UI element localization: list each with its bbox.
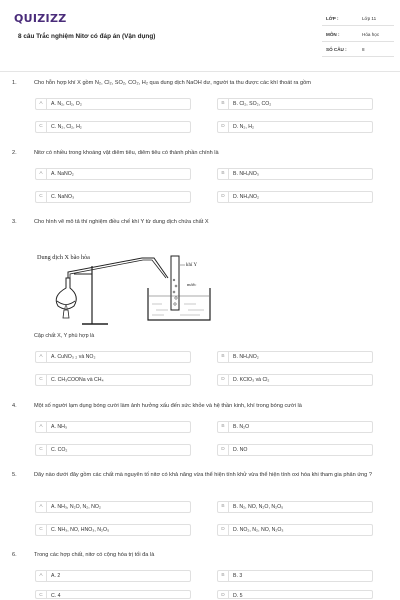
option-letter: D <box>218 445 229 455</box>
meta-value-class: Lớp 11 <box>362 16 377 21</box>
option-text: C. NaNO₃ <box>51 194 75 200</box>
option-text: C. CO₂ <box>51 447 68 453</box>
option-text: D. NO <box>233 447 248 453</box>
option-text: B. N₂, NO, N₂O, N₂O₅ <box>233 504 284 510</box>
option-letter: C <box>36 122 47 132</box>
option-letter: A <box>36 571 47 581</box>
option-text: A. NH₃ <box>51 424 67 430</box>
meta-divider <box>322 25 394 26</box>
worksheet-header <box>0 0 400 72</box>
option-letter: B <box>218 502 229 512</box>
option-b[interactable] <box>217 570 373 582</box>
experiment-diagram <box>30 244 220 326</box>
question-text: Cho hỗn hợp khí X gồm N₂, Cl₂, SO₂, CO₂, H₂ qua dung dịch NaOH dư, người ta thu được các khí thoát ra gồm <box>34 80 311 86</box>
option-text: A. N₂, Cl₂, O₂ <box>51 101 82 107</box>
option-text: A. CuNO₃ ₂ và NO₂ <box>51 354 96 360</box>
option-text: D. NO₂, N₂, NO, N₂O₃ <box>233 527 284 533</box>
question-text: Cho hình vẽ mô tả thí nghiệm điều chế khí Y từ dung dịch chứa chất X <box>34 219 209 225</box>
option-a[interactable] <box>35 98 191 110</box>
meta-divider <box>322 41 394 42</box>
option-letter: C <box>36 445 47 455</box>
question-text: Một số người lạm dụng bóng cười làm ảnh hưởng xấu đến sức khỏe và hệ thần kinh, khí trong bóng cười là <box>34 403 302 409</box>
option-b[interactable] <box>217 501 373 513</box>
option-text: C. NH₃, NO, HNO₃, N₂O₅ <box>51 527 110 533</box>
option-letter: C <box>36 192 47 202</box>
option-text: A. NaNO₂ <box>51 171 74 177</box>
option-text: B. 3 <box>233 573 243 579</box>
option-letter: A <box>36 352 47 362</box>
option-c[interactable] <box>35 524 191 536</box>
question-text: Trong các hợp chất, nitơ có cộng hóa trị tối đa là <box>34 552 155 558</box>
option-letter: B <box>218 169 229 179</box>
option-text: D. 5 <box>233 593 243 599</box>
option-a[interactable] <box>35 421 191 433</box>
option-letter: A <box>36 169 47 179</box>
burner <box>63 310 69 318</box>
answer-prompt: Cặp chất X, Y phù hợp là <box>34 333 95 339</box>
option-letter: A <box>36 502 47 512</box>
question-number: 4. <box>12 403 17 409</box>
question-text: Nitơ có nhiều trong khoáng vật diêm tiêu, diêm tiêu có thành phần chính là <box>34 150 219 156</box>
option-letter: C <box>36 525 47 535</box>
question-number: 2. <box>12 150 17 156</box>
option-c[interactable] <box>35 374 191 386</box>
question-number: 1. <box>12 80 17 86</box>
option-d[interactable] <box>217 191 373 203</box>
meta-value-subject: Hóa học <box>362 32 380 37</box>
meta-value-count: 8 <box>362 47 365 52</box>
option-d[interactable] <box>217 121 373 133</box>
question-number: 3. <box>12 219 17 225</box>
option-text: A. 2 <box>51 573 61 579</box>
question-number: 6. <box>12 552 17 558</box>
option-a[interactable] <box>35 168 191 180</box>
option-text: D. NH₄NO₂ <box>233 194 260 200</box>
option-d[interactable] <box>217 590 373 599</box>
collection-tube <box>171 256 179 310</box>
option-letter: A <box>36 99 47 109</box>
option-text: B. Cl₂, SO₂, CO₂ <box>233 101 272 107</box>
option-letter: B <box>218 99 229 109</box>
option-b[interactable] <box>217 421 373 433</box>
option-c[interactable] <box>35 121 191 133</box>
quizizz-logo: QUIZIZZ <box>14 12 67 25</box>
meta-key-class: LỚP : <box>326 16 339 21</box>
option-c[interactable] <box>35 444 191 456</box>
option-letter: B <box>218 352 229 362</box>
option-letter: D <box>218 122 229 132</box>
option-text: D. N₂, H₂ <box>233 124 255 130</box>
option-b[interactable] <box>217 351 373 363</box>
option-letter: C <box>36 375 47 385</box>
option-b[interactable] <box>217 98 373 110</box>
option-letter: D <box>218 525 229 535</box>
option-a[interactable] <box>35 501 191 513</box>
option-text: C. N₂, Cl₂, H₂ <box>51 124 82 130</box>
question-number: 5. <box>12 472 17 478</box>
option-d[interactable] <box>217 524 373 536</box>
option-text: B. N₂O <box>233 424 250 430</box>
option-letter: B <box>218 422 229 432</box>
option-a[interactable] <box>35 570 191 582</box>
option-letter: D <box>218 375 229 385</box>
option-letter: A <box>36 422 47 432</box>
option-b[interactable] <box>217 168 373 180</box>
option-c[interactable] <box>35 590 191 599</box>
option-text: D. KClO₃ và Cl₂ <box>233 377 270 383</box>
flame <box>65 305 67 310</box>
label-water: nước <box>187 282 197 287</box>
worksheet-title: 8 câu Trắc nghiệm Nitơ có đáp án (Vận dụng) <box>18 33 156 40</box>
question-text: Dãy nào dưới đây gồm các chất mà nguyên tố nitơ có khả năng vừa thể hiện tính khử vừa thể hiện tính oxi hóa khi tham gia phản ứng ? <box>34 472 372 478</box>
meta-key-count: SỐ CÂU : <box>326 47 347 52</box>
option-d[interactable] <box>217 374 373 386</box>
option-text: C. 4 <box>51 593 61 599</box>
meta-divider <box>322 56 394 57</box>
meta-key-subject: MÔN : <box>326 32 340 37</box>
option-text: A. NH₃, N₂O, N₂, NO₂ <box>51 504 101 510</box>
label-gas: khí Y <box>186 263 198 268</box>
option-text: B. NH₄NO₃ <box>233 171 259 177</box>
option-c[interactable] <box>35 191 191 203</box>
label-solution: Dung dịch X bão hòa <box>37 254 90 261</box>
option-text: C. CH₃COONa và CH₄ <box>51 377 104 383</box>
option-letter: B <box>218 571 229 581</box>
option-letter: D <box>218 192 229 202</box>
option-letter: C <box>36 591 47 599</box>
meta-panel <box>322 14 394 62</box>
option-d[interactable] <box>217 444 373 456</box>
option-a[interactable] <box>35 351 191 363</box>
option-text: B. NH₄NO₂ <box>233 354 259 360</box>
option-letter: D <box>218 591 229 599</box>
